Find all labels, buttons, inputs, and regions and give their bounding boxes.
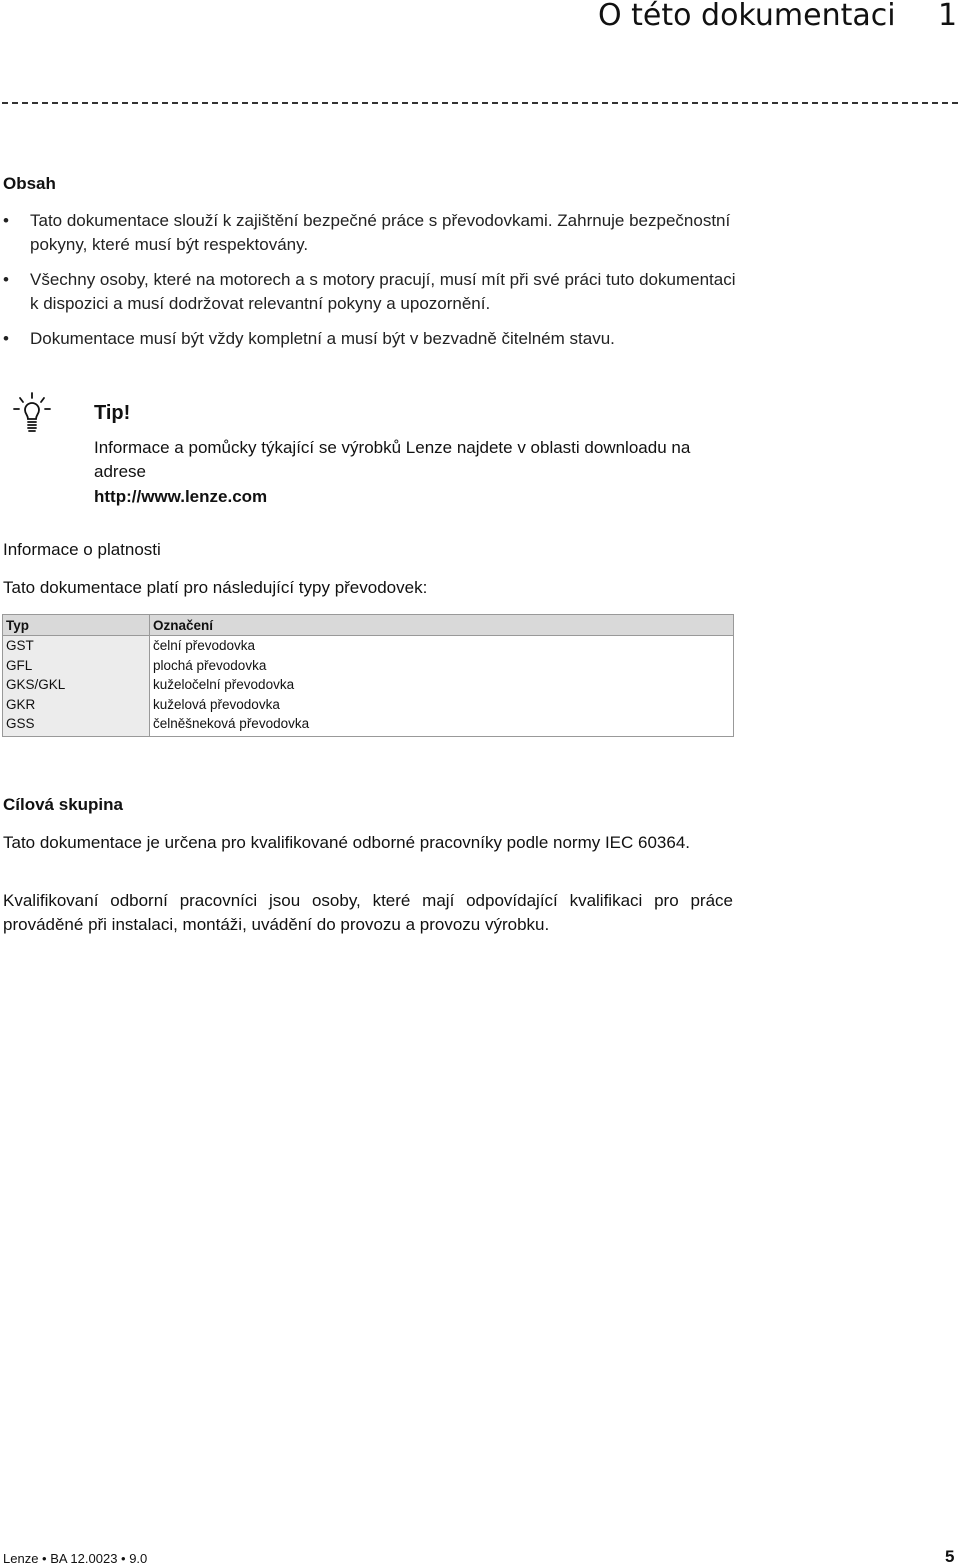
column-header-typ: Typ <box>3 615 150 636</box>
table-row <box>3 695 734 715</box>
section-heading-cilova-skupina: Cílová skupina <box>3 795 123 814</box>
lightbulb-icon <box>12 392 52 436</box>
gearbox-types-table <box>2 614 734 737</box>
designation-cell: plochá převodovka <box>150 656 734 676</box>
chapter-number: 1 <box>938 0 958 33</box>
document-reference: Lenze • BA 12.0023 • 9.0 <box>3 1551 148 1566</box>
type-cell: GST <box>3 636 150 656</box>
table-row <box>3 714 734 736</box>
bullet-marker: • <box>3 270 9 289</box>
list-item: • Tato dokumentace slouží k zajištění bezpečné práce s převodovkami. Zahrnuje bezpečnostní pokyny, které musí být respektovány. <box>3 211 731 254</box>
list-item: • Dokumentace musí být vždy kompletní a musí být v bezvadně čitelném stavu. <box>3 327 743 351</box>
section-heading-obsah: Obsah <box>3 174 56 193</box>
type-cell: GKS/GKL <box>3 675 150 695</box>
table-header-row <box>3 615 734 636</box>
table-row <box>3 656 734 676</box>
bullet-marker: • <box>3 329 9 348</box>
target-group-paragraph: Tato dokumentace je určena pro kvalifikované odborné pracovníky podle normy IEC 60364. <box>3 833 691 852</box>
dashed-divider <box>2 102 958 104</box>
tip-title: Tip! <box>94 402 131 424</box>
designation-cell: kuželočelní převodovka <box>150 675 734 695</box>
validity-intro: Tato dokumentace platí pro následující typy převodovek: <box>3 578 428 597</box>
lenze-website-link[interactable]: http://www.lenze.com <box>94 487 268 506</box>
section-heading-platnost: Informace o platnosti <box>3 540 161 559</box>
designation-cell: kuželová převodovka <box>150 695 734 715</box>
type-cell: GSS <box>3 714 150 736</box>
qualified-personnel-paragraph: Kvalifikovaní odborní pracovníci jsou osoby, které mají odpovídající kvalifikaci pro práce prováděné při instalaci, montáži, uvádění do provozu a provozu výrobku. <box>3 891 733 934</box>
content-bullet-list <box>3 209 743 362</box>
column-header-oznaceni: Označení <box>150 615 734 636</box>
list-item: • Všechny osoby, které na motorech a s motory pracují, musí mít při své práci tuto dokumentaci k dispozici a musí dodržovat relevantní pokyny a upozornění. <box>3 270 736 313</box>
type-cell: GFL <box>3 656 150 676</box>
bullet-marker: • <box>3 211 9 230</box>
table-row <box>3 675 734 695</box>
tip-text: Informace a pomůcky týkající se výrobků Lenze najdete v oblasti downloadu na adrese <box>94 438 691 481</box>
designation-cell: čelněšneková převodovka <box>150 714 734 736</box>
page-number: 5 <box>945 1547 955 1566</box>
designation-cell: čelní převodovka <box>150 636 734 656</box>
chapter-title: O této dokumentaci <box>598 0 896 33</box>
table-row <box>3 636 734 656</box>
type-cell: GKR <box>3 695 150 715</box>
